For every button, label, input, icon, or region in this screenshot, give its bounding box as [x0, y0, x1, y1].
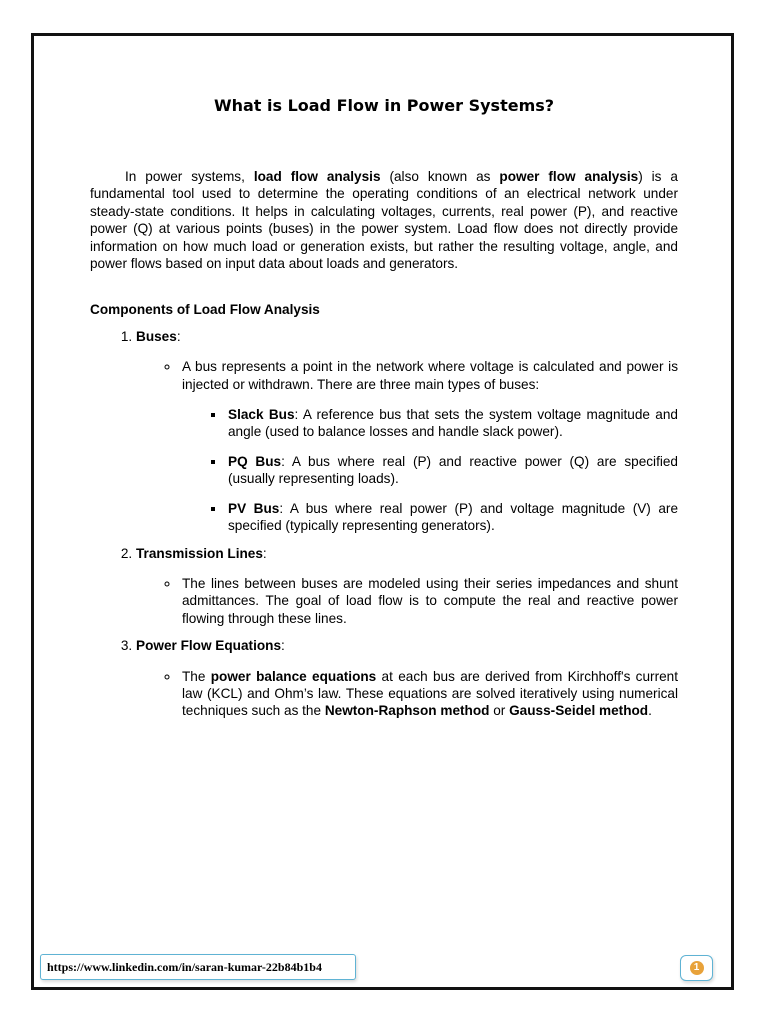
- list-item-transmission-lines: [136, 545, 678, 628]
- list-item-buses: [136, 328, 678, 535]
- transmission-sublist: [136, 575, 678, 627]
- equations-bold-3: Gauss-Seidel method: [509, 703, 649, 719]
- list-item-power-flow-equations: [136, 637, 678, 720]
- intro-bold-1: load flow analysis: [253, 169, 381, 184]
- item-suffix: :: [281, 638, 285, 654]
- buses-sublist: [136, 358, 678, 534]
- equations-sublist: [136, 668, 678, 720]
- bus-type-slack: [226, 406, 678, 441]
- equations-text-1: The: [182, 668, 211, 684]
- equations-bold-1: power balance equations: [210, 668, 377, 684]
- bus-type-title: Slack Bus: [228, 407, 295, 423]
- intro-text-1: In power systems,: [125, 169, 254, 184]
- bus-type-pq: [226, 453, 678, 488]
- page-number: 1: [690, 961, 704, 975]
- components-list: [90, 328, 678, 720]
- bus-type-title: PV Bus: [228, 500, 280, 516]
- item-suffix: :: [176, 328, 181, 344]
- buses-description: [180, 358, 678, 534]
- page-number-badge: [680, 955, 713, 981]
- equations-text-4: .: [648, 703, 652, 719]
- equations-bold-2: Newton-Raphson method: [324, 703, 490, 719]
- linkedin-link-text[interactable]: https://www.linkedin.com/in/saran-kumar-22b84b1b4: [47, 959, 322, 974]
- linkedin-link[interactable]: [40, 954, 356, 980]
- intro-text-2: (also known as: [380, 169, 500, 184]
- intro-paragraph: [90, 168, 678, 272]
- bus-type-pv: [226, 500, 678, 535]
- equations-text-2: at each bus are derived from Kirchhoff's current law (KCL) and Ohm’s law. These equations are solved iteratively using numerical techniques such as the: [182, 668, 678, 719]
- item-title-buses: Buses: [136, 328, 177, 344]
- buses-description-text: A bus represents a point in the network where voltage is calculated and power is injected or withdrawn. There are three main types of buses:: [182, 359, 678, 392]
- bus-types-list: [182, 406, 678, 534]
- bus-type-text: : A bus where real power (P) and voltage magnitude (V) are specified (typically representing generators).: [228, 500, 678, 534]
- intro-bold-2: power flow analysis: [499, 169, 639, 184]
- bus-type-text: : A reference bus that sets the system voltage magnitude and angle (used to balance losses and handle slack power).: [228, 407, 678, 440]
- intro-text-3: ) is a fundamental tool used to determine the operating conditions of an electrical network under steady-state conditions. It helps in calculating voltages, currents, real power (P), and reactive power (Q) at various points (buses) in the power system. Load flow does not directly provide information on how much load or generation exists, but rather the resulting voltage, angle, and power flows based on input data about loads and generators.: [90, 169, 678, 272]
- item-suffix: :: [262, 545, 267, 561]
- bus-type-title: PQ Bus: [228, 453, 282, 469]
- equations-description: [180, 668, 678, 720]
- page-title: What is Load Flow in Power Systems?: [213, 96, 555, 115]
- item-title-transmission-lines: Transmission Lines: [136, 545, 263, 561]
- item-title-power-flow-equations: Power Flow Equations: [136, 638, 282, 654]
- document-body: [90, 168, 678, 730]
- equations-text-3: or: [489, 703, 510, 719]
- transmission-description: ◦ The lines between buses are modeled using their series impedances and shunt admittances. The goal of load flow is to compute the real and reactive power flowing through these lines.: [180, 575, 678, 627]
- section-heading: Components of Load Flow Analysis: [90, 302, 320, 318]
- bus-type-text: : A bus where real (P) and reactive power (Q) are specified (usually representing loads).: [228, 453, 678, 487]
